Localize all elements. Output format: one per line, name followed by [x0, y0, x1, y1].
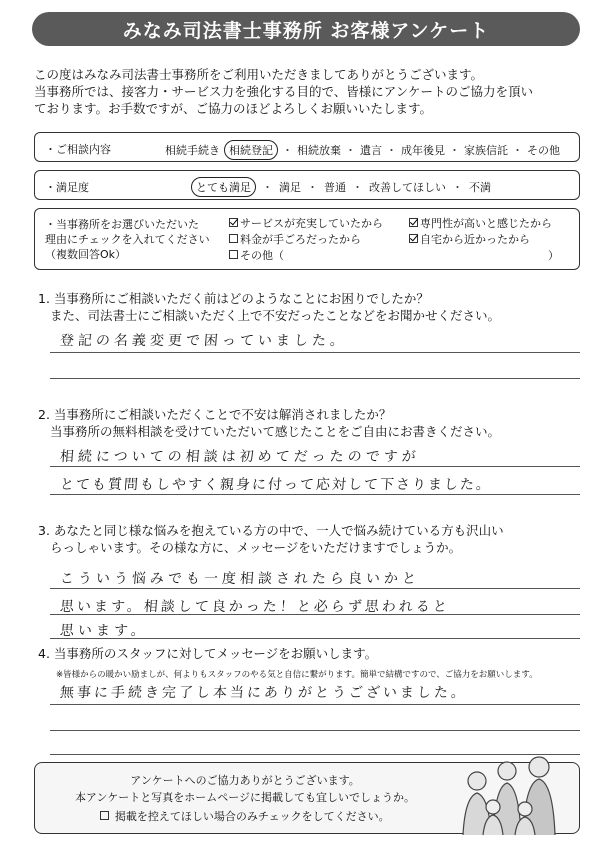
reason-option[interactable] [409, 233, 574, 247]
reason-label [45, 217, 210, 262]
handwritten-answer: こういう悩みでも一度相談されたら良いかと [59, 571, 421, 587]
separator: ・ [512, 144, 523, 157]
satisfaction-options [191, 177, 491, 197]
satisfaction-option[interactable]: 改善してほしい [369, 181, 446, 194]
checkbox-empty-icon[interactable] [229, 234, 238, 243]
reason-box [34, 208, 580, 270]
consult-type-options [165, 140, 560, 160]
separator: ・ [307, 181, 318, 194]
question-3 [38, 522, 583, 556]
separator: ・ [345, 144, 356, 157]
question-text: 3. あなたと同じ様な悩みを抱えている方の中で、一人で悩み続けている方も沢山い [38, 523, 504, 538]
satisfaction-option[interactable]: 普通 [324, 181, 346, 194]
footer-box [34, 762, 580, 834]
reason-option[interactable] [229, 217, 409, 231]
reason-options [229, 217, 574, 263]
answer-line [50, 352, 580, 353]
handwritten-answer: とても質問もしやすく親身に付って応対して下さりました。 [59, 477, 493, 493]
footer-thanks: アンケートへのご協力ありがとうございます。 [130, 774, 360, 787]
consult-option-selected[interactable]: 相続登記 [224, 140, 278, 160]
footer-permission: 本アンケートと写真をホームページに掲載しても宜しいでしょうか。 [74, 791, 416, 804]
question-text: 4. 当事務所のスタッフに対してメッセージをお願いします。 [38, 646, 378, 661]
intro-line: 当事務所では、接客力・サービス力を強化する目的で、皆様にアンケートのご協力を頂い [34, 84, 534, 99]
survey-title: みなみ司法書士事務所 お客様アンケート [122, 19, 490, 42]
satisfaction-option[interactable]: 満足 [279, 181, 301, 194]
reason-other-close: ） [548, 249, 559, 262]
reason-option[interactable] [229, 233, 409, 247]
separator: ・ [449, 144, 460, 157]
question-1 [38, 290, 583, 324]
separator: ・ [262, 181, 273, 194]
separator: ・ [352, 181, 363, 194]
checkbox-checked-icon[interactable] [229, 218, 238, 227]
question-2 [38, 406, 583, 440]
reason-option-other[interactable] [229, 249, 559, 263]
survey-title-banner [32, 12, 580, 46]
footer-optout[interactable] [35, 809, 455, 825]
answer-line [50, 614, 580, 615]
intro-text [34, 66, 594, 117]
separator: ・ [386, 144, 397, 157]
handwritten-answer: 思います。相談して良かった！と必らず思われると [59, 599, 451, 615]
checkbox-empty-icon[interactable] [100, 811, 109, 820]
question-text: また、司法書士にご相談いただく上で不安だったことなどをお聞かせください。 [50, 308, 501, 323]
checkbox-empty-icon[interactable] [229, 250, 238, 259]
separator: ・ [452, 181, 463, 194]
handwritten-answer: 無事に手続き完了し本当にありがとうございました。 [59, 685, 469, 701]
consult-option[interactable]: 相続手続き [165, 144, 220, 157]
satisfaction-box [34, 170, 580, 200]
answer-line [50, 638, 580, 639]
question-text: 当事務所の無料相談を受けていただいて感じたことをご自由にお書きください。 [50, 424, 501, 439]
handwritten-answer: 登記の名義変更で困っていました。 [59, 333, 349, 349]
question-text: らっしゃいます。その様な方に、メッセージをいただけますでしょうか。 [50, 540, 462, 555]
reason-label-line: ・当事務所をお選びいただいた [45, 218, 199, 231]
reason-option-text: サービスが充実していたから [240, 217, 383, 230]
question-text: 1. 当事務所にご相談いただく前はどのようなことにお困りでしたか？ [38, 291, 429, 306]
reason-option[interactable] [409, 217, 574, 231]
reason-other-label: その他（ [240, 249, 284, 262]
consult-option[interactable]: 成年後見 [401, 144, 445, 157]
reason-option-text: 自宅から近かったから [420, 233, 530, 246]
satisfaction-label: ・満足度 [45, 181, 89, 194]
answer-line [50, 466, 580, 467]
consult-type-box [34, 132, 580, 162]
reason-label-line: 理由にチェックを入れてください [45, 233, 210, 246]
consult-option[interactable]: 遺言 [360, 144, 382, 157]
checkbox-checked-icon[interactable] [409, 234, 418, 243]
consult-option[interactable]: 家族信託 [464, 144, 508, 157]
satisfaction-option-selected[interactable]: とても満足 [191, 177, 256, 197]
answer-line [50, 730, 580, 731]
answer-line [50, 494, 580, 495]
checkbox-checked-icon[interactable] [409, 218, 418, 227]
answer-line [50, 378, 580, 379]
handwritten-answer: 相続についての相談は初めてだったのですが [59, 449, 421, 465]
consult-type-label: ・ご相談内容 [45, 143, 111, 156]
answer-line [50, 704, 580, 705]
reason-option-text: 専門性が高いと感じたから [420, 217, 552, 230]
reason-label-line: （複数回答Ok） [45, 248, 127, 261]
footer-optout-text: 掲載を控えてほしい場合のみチェックをしてください。 [114, 810, 390, 823]
satisfaction-option[interactable]: 不満 [469, 181, 491, 194]
separator: ・ [282, 144, 293, 157]
question-4 [38, 645, 583, 662]
answer-line [50, 588, 580, 589]
consult-option[interactable]: その他 [527, 144, 560, 157]
intro-line: ております。お手数ですが、ご協力のほどよろしくお願いいたします。 [34, 101, 433, 116]
intro-line: この度はみなみ司法書士事務所をご利用いただきましてありがとうございます。 [34, 67, 484, 82]
handwritten-answer: 思います。 [59, 623, 150, 639]
consult-option[interactable]: 相続放棄 [297, 144, 341, 157]
question-4-note: ※皆様からの暖かい励ましが、何よりもスタッフのやる気と自信に繋がります。簡単で結構ですので、ご協力をお願いします。 [56, 670, 538, 680]
family-illustration-icon [453, 751, 573, 835]
reason-option-text: 料金が手ごろだったから [240, 233, 361, 246]
question-text: 2. 当事務所にご相談いただくことで不安は解消されましたか？ [38, 407, 392, 422]
